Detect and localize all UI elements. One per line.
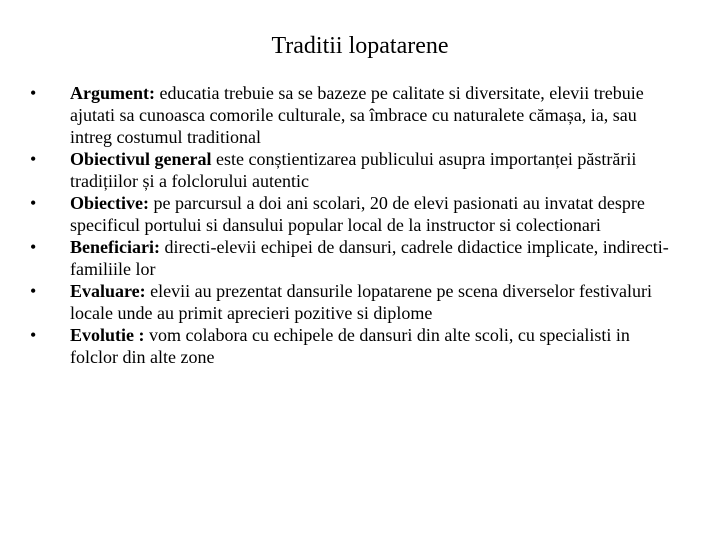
item-text: pe parcursul a doi ani scolari, 20 de elevi pasionati au invatat despre specificul portului si dansului popular local de la instructor si colectionari: [70, 193, 645, 235]
item-text: directi-elevii echipei de dansuri, cadrele didactice implicate, indirecti- familiile lor: [70, 237, 669, 279]
bullet-item-beneficiaries: [0, 236, 720, 280]
item-text: vom colabora cu echipele de dansuri din alte scoli, cu specialisti in folclor din alte zone: [70, 325, 630, 367]
item-text: elevii au prezentat dansurile lopatarene pe scena diverselor festivaluri locale unde au primit aprecieri pozitive si diplome: [70, 281, 652, 323]
bullet-marker: •: [30, 325, 37, 345]
item-term: Obiectivul general: [70, 149, 212, 169]
item-term: Beneficiari:: [70, 237, 160, 257]
bullet-marker: •: [30, 237, 37, 257]
bullet-marker: •: [30, 193, 37, 213]
bullet-item-general-objective: [0, 148, 720, 192]
bullet-marker: •: [30, 281, 37, 301]
bullet-marker: •: [30, 83, 37, 103]
item-term: Evolutie :: [70, 325, 145, 345]
bullet-item-evaluation: [0, 280, 720, 324]
bullet-item-argument: [0, 82, 720, 148]
bullet-item-objectives: [0, 192, 720, 236]
item-term: Argument:: [70, 83, 155, 103]
item-term: Evaluare:: [70, 281, 146, 301]
bullet-marker: •: [30, 149, 37, 169]
bullet-list: [0, 82, 720, 368]
bullet-item-evolution: [0, 324, 720, 368]
slide-title: Traditii lopatarene: [271, 33, 449, 59]
item-term: Obiective:: [70, 193, 149, 213]
item-text: educatia trebuie sa se bazeze pe calitate si diversitate, elevii trebuie ajutati sa cunoasca comorile culturale, sa îmbrace cu naturalete cămașa, ia, sau intreg costumul traditional: [70, 83, 644, 147]
item-text: este conștientizarea publicului asupra importanței păstrării tradițiilor și a folclorului autentic: [70, 149, 637, 191]
